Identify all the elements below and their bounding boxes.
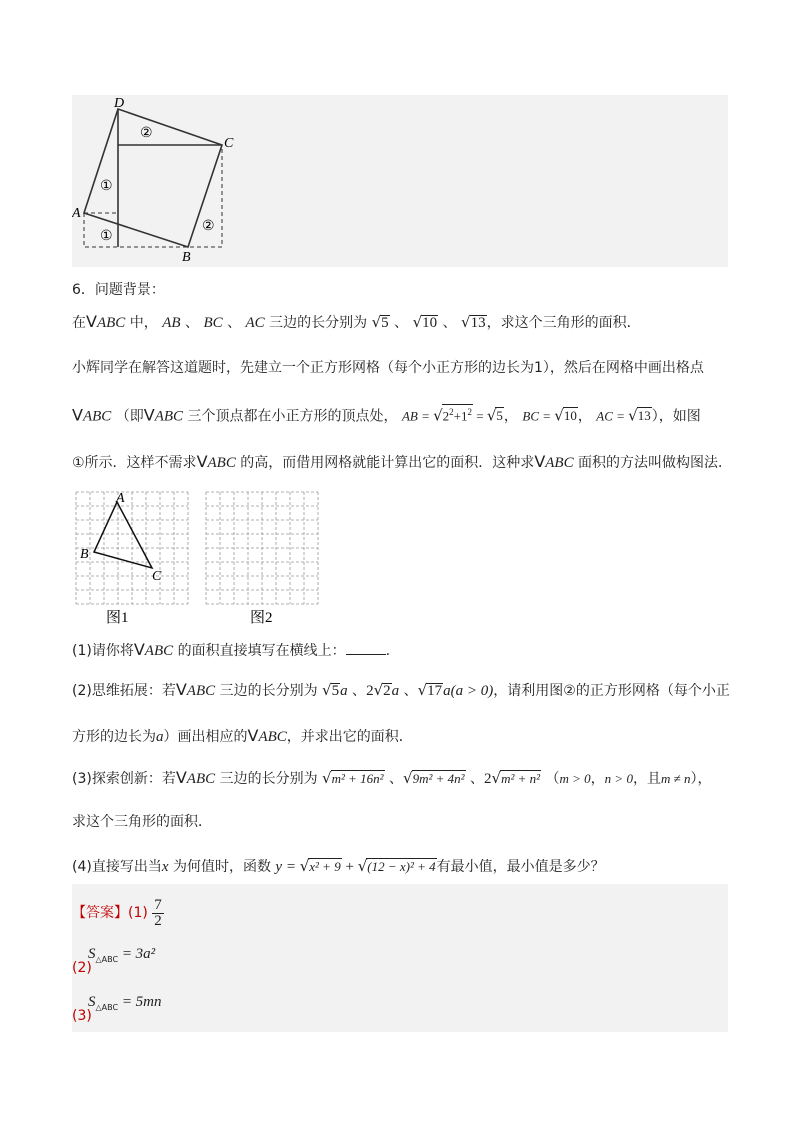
region-1-bottom: ①: [100, 229, 113, 244]
point-C: C: [224, 136, 234, 151]
point-D: D: [114, 96, 125, 111]
answer-fraction: $\frac{7}{2}$: [154, 896, 162, 929]
fig1-point-B: B: [80, 547, 89, 562]
grid-figure-1: [72, 488, 192, 628]
answer-blank[interactable]: [346, 642, 386, 655]
region-2-top: ②: [140, 126, 153, 141]
square-construction-figure: [72, 95, 242, 267]
paragraph-grid-points: VABC （即VABC 三个顶点都在小正方形的顶点处， AB = $√2^2+1^2 = √5$， BC = √10， AC = √13），如图: [72, 405, 701, 425]
point-B: B: [182, 250, 191, 265]
answer-panel: [72, 884, 728, 1032]
fig1-point-C: C: [152, 569, 162, 584]
subquestion-2: (2)思维拓展：若VABC 三边的长分别为 √5a 、2√2a 、√17a(a > 0)，请利用图②的正方形网格（每个小正: [72, 680, 730, 699]
answer-1: 【答案】(1) $\frac{7}{2}$: [72, 896, 162, 929]
subquestion-3: (3)探索创新：若VABC 三边的长分别为 √m² + 16n² 、√9m² + 4n² 、2√m² + n² （m > 0，n > 0，且m ≠ n），: [72, 768, 712, 787]
region-1-mid: ①: [100, 179, 113, 194]
fig1-caption: 图1: [106, 610, 129, 626]
question-title: 6．问题背景：: [72, 282, 165, 298]
subquestion-3-continued: 求这个三角形的面积．: [72, 814, 212, 830]
subquestion-2-continued: 方形的边长为a）画出相应的VABC，并求出它的面积．: [72, 726, 413, 745]
subquestion-1: (1)请你将VABC 的面积直接填写在横线上： .: [72, 640, 391, 659]
fig2-caption: 图2: [250, 610, 273, 626]
subquestion-4: (4)直接写出当x 为何值时，函数 y = √x² + 9 + √(12 − x)² + 4有最小值，最小值是多少？: [72, 857, 605, 875]
problem-statement: 在VABC 中， AB 、 BC 、 AC 三边的长分别为 √5 、 √10 、 √13，求这个三角形的面积．: [72, 312, 641, 331]
answer-2: $S_{\triangle ABC} = 3a^2$ (2): [72, 946, 156, 976]
answer-3: $S_{\triangle ABC} = 5mn$ (3): [72, 994, 162, 1024]
paragraph-construction-method: ①所示．这样不需求VABC 的高，而借用网格就能计算出它的面积．这种求VABC 面积的方法叫做构图法．: [72, 452, 733, 471]
fig1-point-A: A: [116, 491, 125, 506]
point-A: A: [72, 206, 81, 221]
grid-figure-2: [202, 488, 326, 628]
paragraph-grid-intro: 小辉同学在解答这道题时，先建立一个正方形网格（每个小正方形的边长为1），然后在网格中画出格点: [72, 360, 704, 376]
region-2-right: ②: [202, 219, 215, 234]
